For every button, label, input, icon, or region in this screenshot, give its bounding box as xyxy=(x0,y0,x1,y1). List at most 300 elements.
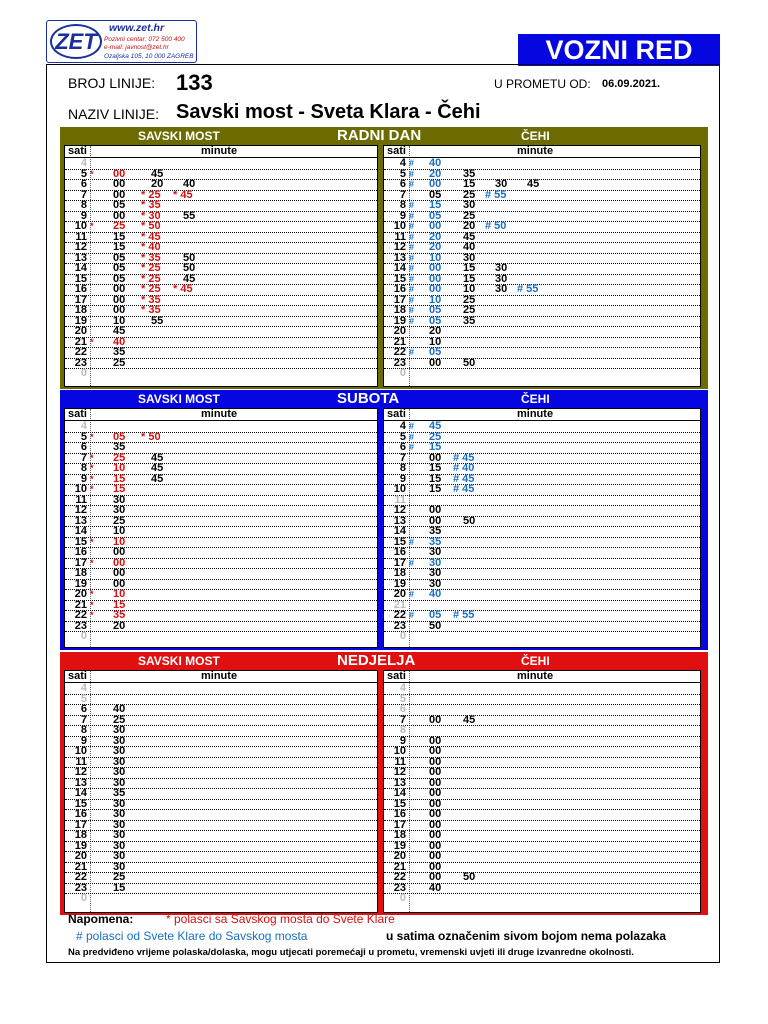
section-header xyxy=(60,127,708,145)
departure-minute: 35 xyxy=(429,525,442,537)
hour-cell: 4 xyxy=(399,420,406,432)
hour-cell: 23 xyxy=(74,356,87,369)
hour-cell: 13 xyxy=(393,514,406,527)
departure-marker: # xyxy=(409,221,415,231)
departure-minute: 35 xyxy=(113,609,126,621)
departure-marker: # xyxy=(409,263,415,273)
departure-minute: 00 xyxy=(113,283,126,295)
hour-row xyxy=(384,631,700,642)
departure-minute: 30 xyxy=(113,829,126,841)
departure-minute: * 35 xyxy=(141,251,161,264)
right-stop-title: ČEHI xyxy=(521,129,550,143)
departure-marker: # xyxy=(409,347,415,357)
hour-cell: 4 xyxy=(80,157,87,169)
departure-minute: 35 xyxy=(463,167,476,180)
star-note: * polasci sa Savskog mosta do Svete Klare xyxy=(166,912,395,926)
hour-cell: 12 xyxy=(393,766,406,778)
departure-minute: * 25 xyxy=(141,262,161,274)
departure-minute: 30 xyxy=(113,755,126,768)
departure-minute: 30 xyxy=(495,272,508,285)
departure-marker: # xyxy=(409,284,415,294)
departure-minute: 00 xyxy=(113,167,126,180)
departure-minute: 00 xyxy=(429,504,442,516)
departure-minute: 00 xyxy=(429,839,442,852)
departure-minute: 10 xyxy=(113,314,126,327)
departure-minute: 00 xyxy=(429,787,442,799)
napomena-label: Napomena: xyxy=(68,912,134,926)
departure-minute: 30 xyxy=(113,797,126,810)
departure-marker: # xyxy=(409,273,415,284)
departure-minute: 05 xyxy=(113,272,126,285)
sati-header: sati xyxy=(68,145,87,157)
departure-minute: 20 xyxy=(429,167,442,180)
hour-cell: 6 xyxy=(399,441,406,453)
hour-cell: 10 xyxy=(393,220,406,232)
hour-cell: 18 xyxy=(74,567,87,579)
hour-cell: 23 xyxy=(393,356,406,369)
hour-cell: 10 xyxy=(393,483,406,495)
departure-minute: 45 xyxy=(151,472,164,485)
departure-minute: 35 xyxy=(463,314,476,327)
departure-minute: 30 xyxy=(429,567,442,579)
hour-cell: 23 xyxy=(393,881,406,894)
minute-header: minute xyxy=(201,408,238,420)
departure-minute: 10 xyxy=(113,525,126,537)
departure-minute: 10 xyxy=(113,588,126,600)
zet-logo-mark: ZET xyxy=(50,24,102,59)
hour-cell: 12 xyxy=(74,241,87,253)
departure-minute: 25 xyxy=(113,514,126,527)
departure-marker: # xyxy=(409,231,415,242)
departure-marker: # xyxy=(409,536,415,547)
hour-cell: 11 xyxy=(75,493,87,506)
hour-cell: 19 xyxy=(393,577,406,590)
departure-minute: 20 xyxy=(429,230,442,243)
departure-minute: * 35 xyxy=(141,293,161,306)
departure-marker: # xyxy=(409,200,415,210)
departure-minute: 15 xyxy=(113,598,126,611)
departure-minute: 45 xyxy=(463,230,476,243)
departure-minute: 00 xyxy=(429,829,442,841)
departure-minute: * 35 xyxy=(141,199,161,211)
hour-cell: 0 xyxy=(80,630,87,642)
minute-header: minute xyxy=(517,670,554,682)
departure-minute: 00 xyxy=(429,734,442,747)
departure-minute: 30 xyxy=(113,808,126,820)
sati-header: sati xyxy=(387,145,406,157)
hour-cell: 19 xyxy=(74,577,87,590)
departure-marker: * xyxy=(90,599,94,610)
departure-minute: 40 xyxy=(113,335,126,348)
hour-row xyxy=(65,631,377,642)
departure-minute: 20 xyxy=(151,178,164,190)
departure-minute: 15 xyxy=(463,272,476,285)
hour-cell: 9 xyxy=(80,472,87,485)
hour-cell: 22 xyxy=(393,871,406,883)
departure-marker: * xyxy=(90,431,94,442)
hour-cell: 9 xyxy=(399,734,406,747)
departure-minute: 20 xyxy=(113,619,126,632)
departure-marker: * xyxy=(90,610,94,620)
departure-minute: * 35 xyxy=(141,304,161,316)
hour-cell: 5 xyxy=(80,692,87,705)
departure-marker: # xyxy=(409,168,415,179)
departure-marker: # xyxy=(409,305,415,315)
hour-cell: 21 xyxy=(393,598,406,611)
hour-cell: 4 xyxy=(399,682,406,694)
zet-logo xyxy=(46,20,197,63)
hour-cell: 17 xyxy=(393,293,406,306)
logo-website: www.zet.hr xyxy=(109,22,165,34)
departure-marker: # xyxy=(409,442,415,452)
hour-cell: 14 xyxy=(74,262,87,274)
departure-minute: 05 xyxy=(113,251,126,264)
hour-cell: 18 xyxy=(393,304,406,316)
hour-cell: 22 xyxy=(74,346,87,358)
sati-header: sati xyxy=(68,670,87,682)
hour-cell: 18 xyxy=(74,304,87,316)
departure-minute: 25 xyxy=(463,293,476,306)
departure-minute: # 55 xyxy=(453,609,475,621)
section-nedjelja xyxy=(60,652,708,915)
departure-minute: 15 xyxy=(113,472,126,485)
hour-row xyxy=(65,893,377,904)
departure-minute: * 50 xyxy=(141,220,161,232)
hour-cell: 17 xyxy=(393,818,406,831)
hour-cell: 6 xyxy=(80,441,87,453)
hour-cell: 13 xyxy=(74,776,87,789)
hour-cell: 5 xyxy=(399,430,406,443)
left-stop-title: SAVSKI MOST xyxy=(138,392,220,406)
departure-marker: # xyxy=(409,158,415,168)
departure-minute: 20 xyxy=(463,220,476,232)
page-title: VOZNI RED xyxy=(518,34,720,66)
departure-marker: * xyxy=(90,452,94,463)
departure-minute: 10 xyxy=(429,251,442,264)
sati-header: sati xyxy=(387,408,406,420)
departure-minute: 30 xyxy=(429,546,442,558)
hour-cell: 6 xyxy=(80,178,87,190)
departure-minute: * 25 xyxy=(141,283,161,295)
hour-cell: 10 xyxy=(74,483,87,495)
minute-header: minute xyxy=(201,670,238,682)
departure-minute: 30 xyxy=(113,850,126,862)
departure-minute: 15 xyxy=(113,881,126,894)
departure-minute: 00 xyxy=(113,188,126,201)
departure-minute: 15 xyxy=(429,441,442,453)
minute-header: minute xyxy=(201,145,238,157)
departure-minute: 20 xyxy=(429,241,442,253)
departure-minute: # 55 xyxy=(485,188,507,201)
broj-linije-label: BROJ LINIJE: xyxy=(68,75,156,91)
departure-minute: 00 xyxy=(429,808,442,820)
hour-cell: 11 xyxy=(75,755,87,768)
departure-minute: 30 xyxy=(113,839,126,852)
departure-minute: 25 xyxy=(113,451,126,464)
departure-minute: 50 xyxy=(183,251,196,264)
hour-cell: 9 xyxy=(399,472,406,485)
hour-cell: 15 xyxy=(74,797,87,810)
departure-minute: 00 xyxy=(429,755,442,768)
departure-minute: * 45 xyxy=(141,230,161,243)
departure-minute: # 45 xyxy=(453,483,475,495)
departure-marker: * xyxy=(90,221,94,231)
departure-marker: # xyxy=(409,179,415,189)
hour-cell: 5 xyxy=(80,430,87,443)
hour-cell: 8 xyxy=(80,724,87,736)
section-header xyxy=(60,652,708,670)
departure-minute: * 45 xyxy=(173,283,193,295)
departure-minute: 00 xyxy=(429,514,442,527)
departure-minute: 45 xyxy=(151,462,164,474)
hour-cell: 6 xyxy=(399,703,406,715)
hour-cell: 10 xyxy=(393,745,406,757)
hour-cell: 8 xyxy=(80,462,87,474)
hour-cell: 16 xyxy=(393,546,406,558)
departure-minute: 30 xyxy=(113,860,126,873)
hour-cell: 12 xyxy=(393,241,406,253)
departure-minute: 40 xyxy=(183,178,196,190)
departure-minute: 05 xyxy=(429,188,442,201)
departure-minute: 30 xyxy=(429,577,442,590)
departure-minute: 25 xyxy=(463,304,476,316)
departure-minute: 30 xyxy=(113,493,126,506)
departure-minute: 00 xyxy=(429,871,442,883)
hour-cell: 9 xyxy=(80,209,87,222)
u-prometu-label: U PROMETU OD: xyxy=(494,77,591,91)
departure-minute: 40 xyxy=(463,241,476,253)
hour-row xyxy=(384,893,700,904)
departure-minute: 05 xyxy=(429,314,442,327)
departure-minute: 05 xyxy=(429,209,442,222)
day-title: RADNI DAN xyxy=(337,127,422,144)
departure-minute: 10 xyxy=(429,293,442,306)
departure-minute: 00 xyxy=(429,262,442,274)
panel-savski-most xyxy=(64,670,378,913)
departure-minute: 45 xyxy=(183,272,196,285)
hour-cell: 7 xyxy=(399,713,406,726)
departure-minute: 00 xyxy=(113,304,126,316)
departure-minute: 00 xyxy=(429,220,442,232)
departure-marker: * xyxy=(90,589,94,599)
hour-cell: 6 xyxy=(80,703,87,715)
hour-cell: 13 xyxy=(74,514,87,527)
hour-cell: 21 xyxy=(74,860,87,873)
hour-cell: 13 xyxy=(393,776,406,789)
hour-row xyxy=(384,368,700,379)
hour-cell: 16 xyxy=(74,808,87,820)
hour-cell: 7 xyxy=(80,188,87,201)
departure-minute: 50 xyxy=(429,619,442,632)
hour-cell: 21 xyxy=(74,598,87,611)
departure-marker: # xyxy=(409,431,415,442)
minute-header: minute xyxy=(517,408,554,420)
hour-cell: 19 xyxy=(74,839,87,852)
hour-cell: 15 xyxy=(393,797,406,810)
departure-minute: # 45 xyxy=(453,472,475,485)
hour-cell: 4 xyxy=(399,157,406,169)
hour-cell: 10 xyxy=(74,220,87,232)
departure-minute: 50 xyxy=(183,262,196,274)
departure-minute: 00 xyxy=(429,356,442,369)
hour-cell: 21 xyxy=(393,860,406,873)
departure-minute: * 30 xyxy=(141,209,161,222)
hour-cell: 17 xyxy=(74,818,87,831)
section-radni-dan xyxy=(60,127,708,389)
minute-header: minute xyxy=(517,145,554,157)
hour-cell: 8 xyxy=(399,462,406,474)
departure-minute: 00 xyxy=(429,776,442,789)
panel-cehi xyxy=(383,670,701,913)
hour-cell: 19 xyxy=(393,314,406,327)
departure-minute: 15 xyxy=(113,241,126,253)
panel-cehi xyxy=(383,145,701,387)
departure-marker: * xyxy=(90,557,94,568)
hour-cell: 23 xyxy=(74,881,87,894)
departure-minute: 30 xyxy=(495,262,508,274)
departure-minute: 30 xyxy=(113,766,126,778)
hour-cell: 16 xyxy=(74,283,87,295)
hour-cell: 9 xyxy=(399,209,406,222)
departure-minute: 55 xyxy=(151,314,164,327)
hour-cell: 22 xyxy=(393,346,406,358)
departure-minute: 30 xyxy=(113,776,126,789)
departure-minute: 00 xyxy=(429,860,442,873)
departure-minute: 15 xyxy=(113,230,126,243)
sati-header: sati xyxy=(68,408,87,420)
hour-cell: 14 xyxy=(393,787,406,799)
hour-cell: 20 xyxy=(393,850,406,862)
hour-cell: 8 xyxy=(399,199,406,211)
departure-marker: # xyxy=(409,252,415,263)
logo-email: e-mail: javnost@zet.hr xyxy=(104,44,169,51)
departure-minute: 00 xyxy=(429,178,442,190)
hour-cell: 7 xyxy=(399,451,406,464)
departure-minute: 00 xyxy=(113,293,126,306)
hour-cell: 12 xyxy=(74,504,87,516)
departure-minute: 10 xyxy=(113,535,126,548)
hour-cell: 17 xyxy=(393,556,406,569)
valid-from-date: 06.09.2021. xyxy=(602,78,661,90)
departure-minute: 00 xyxy=(429,766,442,778)
hash-note: # polasci od Svete Klare do Savskog mosta xyxy=(76,929,308,943)
day-title: NEDJELJA xyxy=(337,652,416,669)
departure-minute: 30 xyxy=(463,251,476,264)
hour-cell: 22 xyxy=(74,609,87,621)
hour-cell: 13 xyxy=(393,251,406,264)
hour-cell: 20 xyxy=(393,588,406,600)
departure-minute: 15 xyxy=(113,483,126,495)
gray-hours-note: u satima označenim sivom bojom nema polazaka xyxy=(386,929,667,943)
hour-cell: 4 xyxy=(80,682,87,694)
hour-cell: 19 xyxy=(74,314,87,327)
departure-minute: 30 xyxy=(113,818,126,831)
departure-minute: 05 xyxy=(113,199,126,211)
hour-cell: 23 xyxy=(74,619,87,632)
departure-marker: # xyxy=(409,210,415,221)
departure-marker: * xyxy=(90,536,94,547)
right-stop-title: ČEHI xyxy=(521,654,550,668)
hour-cell: 7 xyxy=(80,713,87,726)
hour-cell: 23 xyxy=(393,619,406,632)
hour-cell: 11 xyxy=(394,230,406,243)
departure-minute: 00 xyxy=(429,818,442,831)
hour-cell: 17 xyxy=(74,293,87,306)
departure-minute: 05 xyxy=(429,304,442,316)
departure-minute: 30 xyxy=(113,734,126,747)
departure-marker: # xyxy=(409,242,415,252)
hour-cell: 4 xyxy=(80,420,87,432)
hour-cell: 18 xyxy=(74,829,87,841)
hour-cell: 9 xyxy=(80,734,87,747)
section-header xyxy=(60,390,708,408)
departure-minute: 00 xyxy=(429,745,442,757)
departure-minute: 00 xyxy=(429,272,442,285)
day-title: SUBOTA xyxy=(337,390,400,407)
departure-minute: 45 xyxy=(429,420,442,432)
hour-cell: 8 xyxy=(80,199,87,211)
hour-cell: 12 xyxy=(393,504,406,516)
hour-cell: 20 xyxy=(393,325,406,337)
departure-minute: 45 xyxy=(151,167,164,180)
left-stop-title: SAVSKI MOST xyxy=(138,654,220,668)
departure-minute: 35 xyxy=(113,441,126,453)
departure-marker: * xyxy=(90,484,94,494)
departure-minute: 25 xyxy=(429,430,442,443)
footer-disclaimer: Na predviđeno vrijeme polaska/dolaska, mogu utjecati poremećaji u prometu, vremenski uvjeti ili druge izvanredne okolnosti. xyxy=(68,947,634,958)
hour-cell: 16 xyxy=(74,546,87,558)
hour-cell: 22 xyxy=(393,609,406,621)
hour-row xyxy=(65,368,377,379)
hour-cell: 7 xyxy=(80,451,87,464)
hour-cell: 15 xyxy=(393,535,406,548)
panel-savski-most xyxy=(64,408,378,648)
hour-cell: 11 xyxy=(75,230,87,243)
hour-cell: 5 xyxy=(80,167,87,180)
hour-cell: 19 xyxy=(393,839,406,852)
departure-minute: # 50 xyxy=(485,220,507,232)
departure-minute: 45 xyxy=(527,178,540,190)
hour-cell: 21 xyxy=(393,335,406,348)
departure-minute: 45 xyxy=(463,713,476,726)
departure-minute: 50 xyxy=(463,871,476,883)
departure-minute: 00 xyxy=(429,283,442,295)
departure-minute: 10 xyxy=(113,462,126,474)
departure-minute: * 25 xyxy=(141,272,161,285)
hour-cell: 7 xyxy=(399,188,406,201)
hour-cell: 8 xyxy=(399,724,406,736)
departure-minute: 05 xyxy=(113,430,126,443)
departure-minute: 10 xyxy=(463,283,476,295)
departure-minute: * 25 xyxy=(141,188,161,201)
departure-minute: 05 xyxy=(113,262,126,274)
departure-minute: 30 xyxy=(113,724,126,736)
departure-marker: * xyxy=(90,473,94,484)
hour-cell: 16 xyxy=(393,283,406,295)
hour-cell: 12 xyxy=(74,766,87,778)
departure-minute: 15 xyxy=(463,262,476,274)
departure-minute: 45 xyxy=(113,325,126,337)
departure-minute: 00 xyxy=(429,797,442,810)
departure-minute: 50 xyxy=(463,356,476,369)
departure-minute: 00 xyxy=(113,209,126,222)
naziv-linije-label: NAZIV LINIJE: xyxy=(68,106,160,122)
panel-savski-most xyxy=(64,145,378,387)
hour-cell: 15 xyxy=(393,272,406,285)
departure-minute: 00 xyxy=(113,556,126,569)
departure-minute: 15 xyxy=(429,472,442,485)
hour-cell: 0 xyxy=(80,367,87,379)
